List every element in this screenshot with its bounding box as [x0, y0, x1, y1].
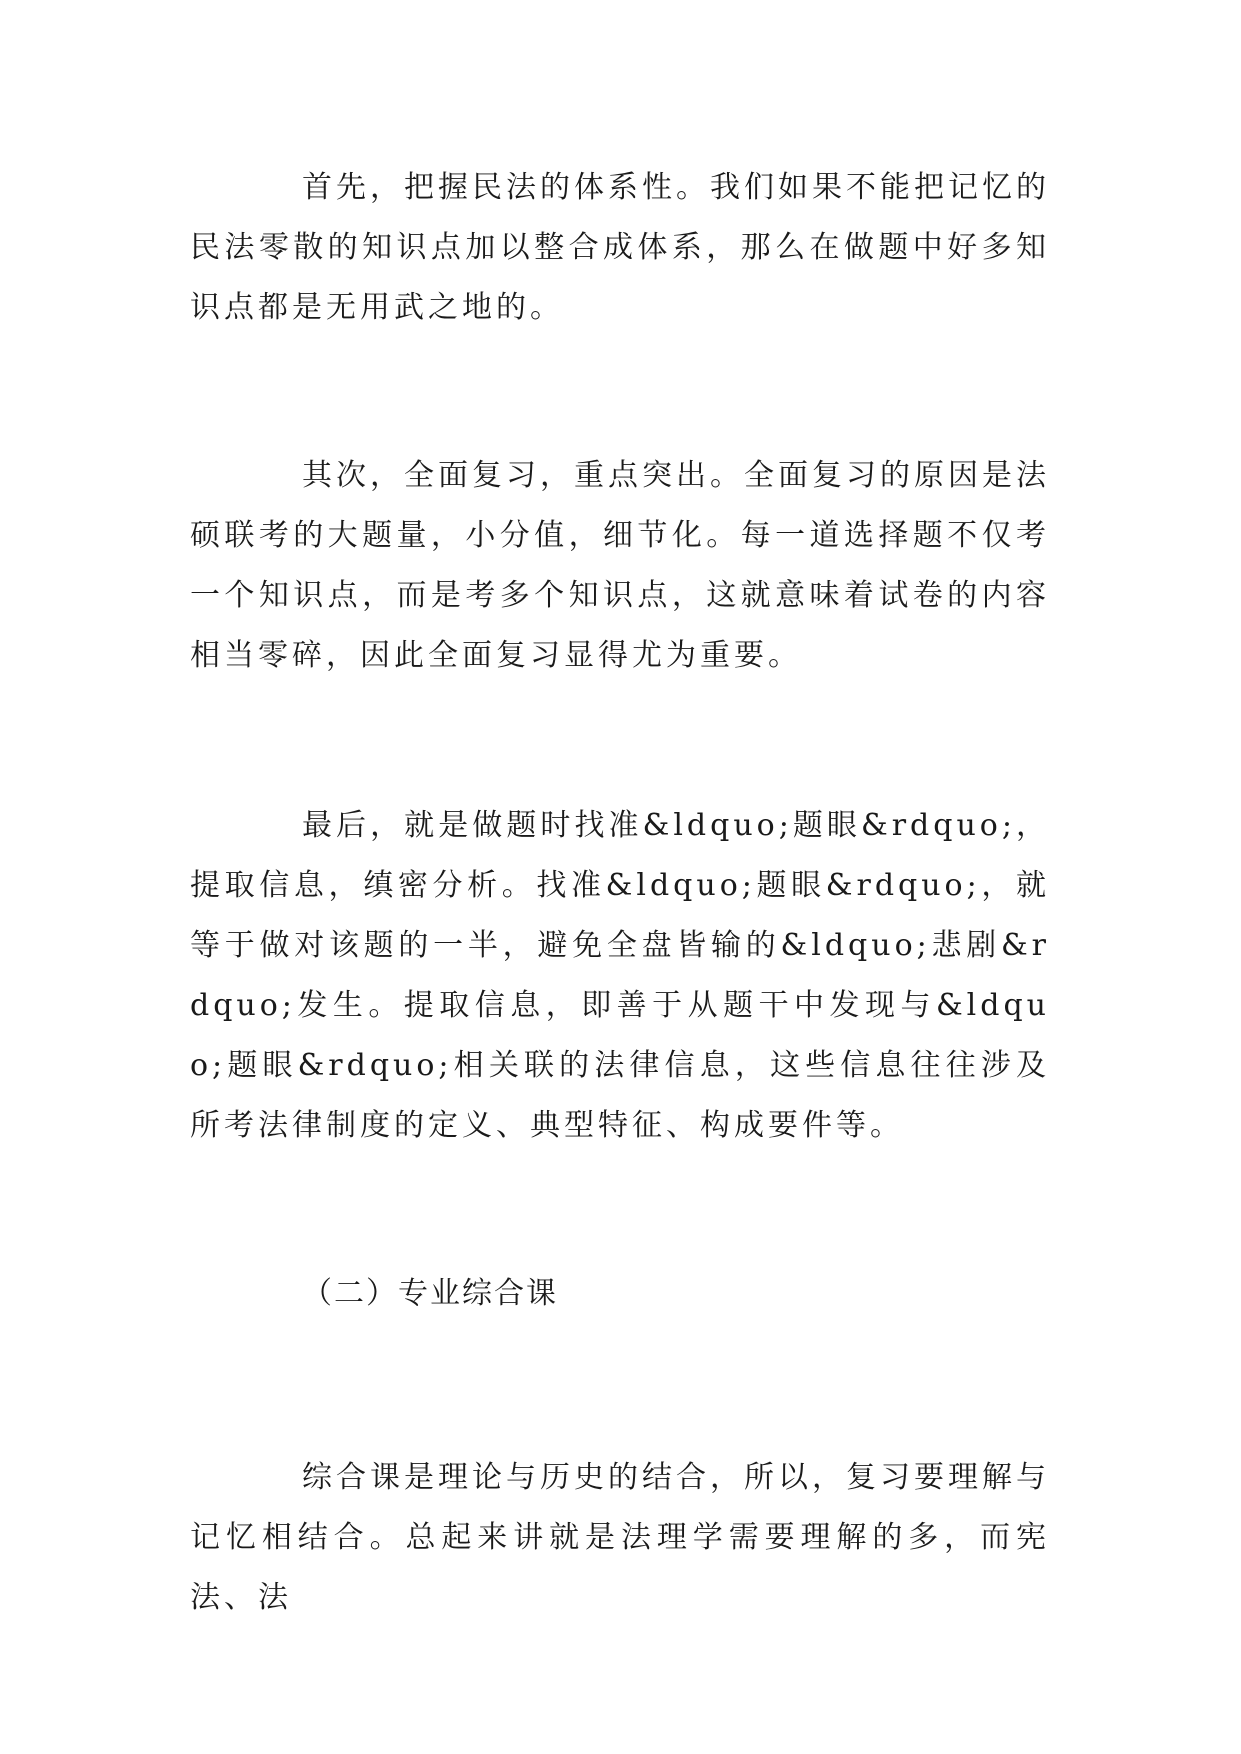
section-heading: （二）专业综合课 — [302, 1276, 558, 1311]
paragraph-comprehensive-review: 其次，全面复习，重点突出。全面复习的原因是法硕联考的大题量，小分值，细节化。每一道选择题不仅考一个知识点，而是考多个知识点，这就意味着试卷的内容相当零碎，因此全面复习显得尤为重要。 — [190, 458, 1050, 673]
paragraph-question-key: 最后，就是做题时找准&ldquo;题眼&rdquo;，提取信息，缜密分析。找准&ldquo;题眼&rdquo;，就等于做对该题的一半，避免全盘皆输的&ldquo;悲剧&rdquo;发生。提取信息，即善于从题干中发现与&ldquo;题眼&rdquo;相关联的法律信息，这些信息往往涉及所考法律制度的定义、典型特征、构成要件等。 — [190, 808, 1050, 1143]
paragraph-civil-law-system: 首先，把握民法的体系性。我们如果不能把记忆的民法零散的知识点加以整合成体系，那么在做题中好多知识点都是无用武之地的。 — [190, 170, 1050, 325]
paragraph-comprehensive-course: 综合课是理论与历史的结合，所以，复习要理解与记忆相结合。总起来讲就是法理学需要理解的多，而宪法、法 — [190, 1460, 1050, 1615]
